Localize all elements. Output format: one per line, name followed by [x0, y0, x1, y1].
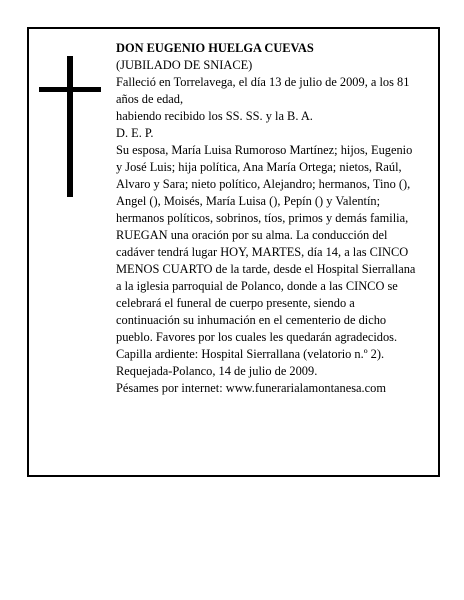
deceased-name: DON EUGENIO HUELGA CUEVAS [116, 41, 314, 55]
obituary-notice [27, 27, 440, 477]
place-date-line: Requejada-Polanco, 14 de julio de 2009. [116, 364, 318, 378]
rip-line: D. E. P. [116, 126, 154, 140]
death-statement: Falleció en Torrelavega, el día 13 de julio de 2009, a los 81 años de edad, [116, 75, 410, 106]
cross-icon [67, 56, 73, 197]
notice-body [116, 40, 418, 397]
deceased-subtitle: (JUBILADO DE SNIACE) [116, 58, 253, 72]
family-paragraph: Su esposa, María Luisa Rumoroso Martínez; hijos, Eugenio y José Luis; hija política, Ana María Ortega; nietos, Raúl, Alvaro y Sara; nieto político, Alejandro; hermanos, Tino (), Angel (), Moisés, María Luisa (), Pepín () y Valentín; hermanos políticos, sobrinos, tíos, primos y demás familia, [116, 143, 413, 225]
sacraments-line: habiendo recibido los SS. SS. y la B. A. [116, 109, 313, 123]
cross-icon-bar [39, 87, 101, 92]
condolences-line: Pésames por internet: www.funerarialamontanesa.com [116, 381, 386, 395]
request-paragraph: RUEGAN una oración por su alma. La conducción del cadáver tendrá lugar HOY, MARTES, día 14, a las CINCO MENOS CUARTO de la tarde, desde el Hospital Sierrallana a la iglesia parroquial de Polanco, donde a las CINCO se celebrará el funeral de cuerpo presente, siendo a continuación su inhumación en el cementerio de dicho pueblo. Favores por los cuales les quedarán agradecidos. Capilla ardiente: Hospital Sierrallana (velatorio n.º 2). [116, 228, 416, 361]
